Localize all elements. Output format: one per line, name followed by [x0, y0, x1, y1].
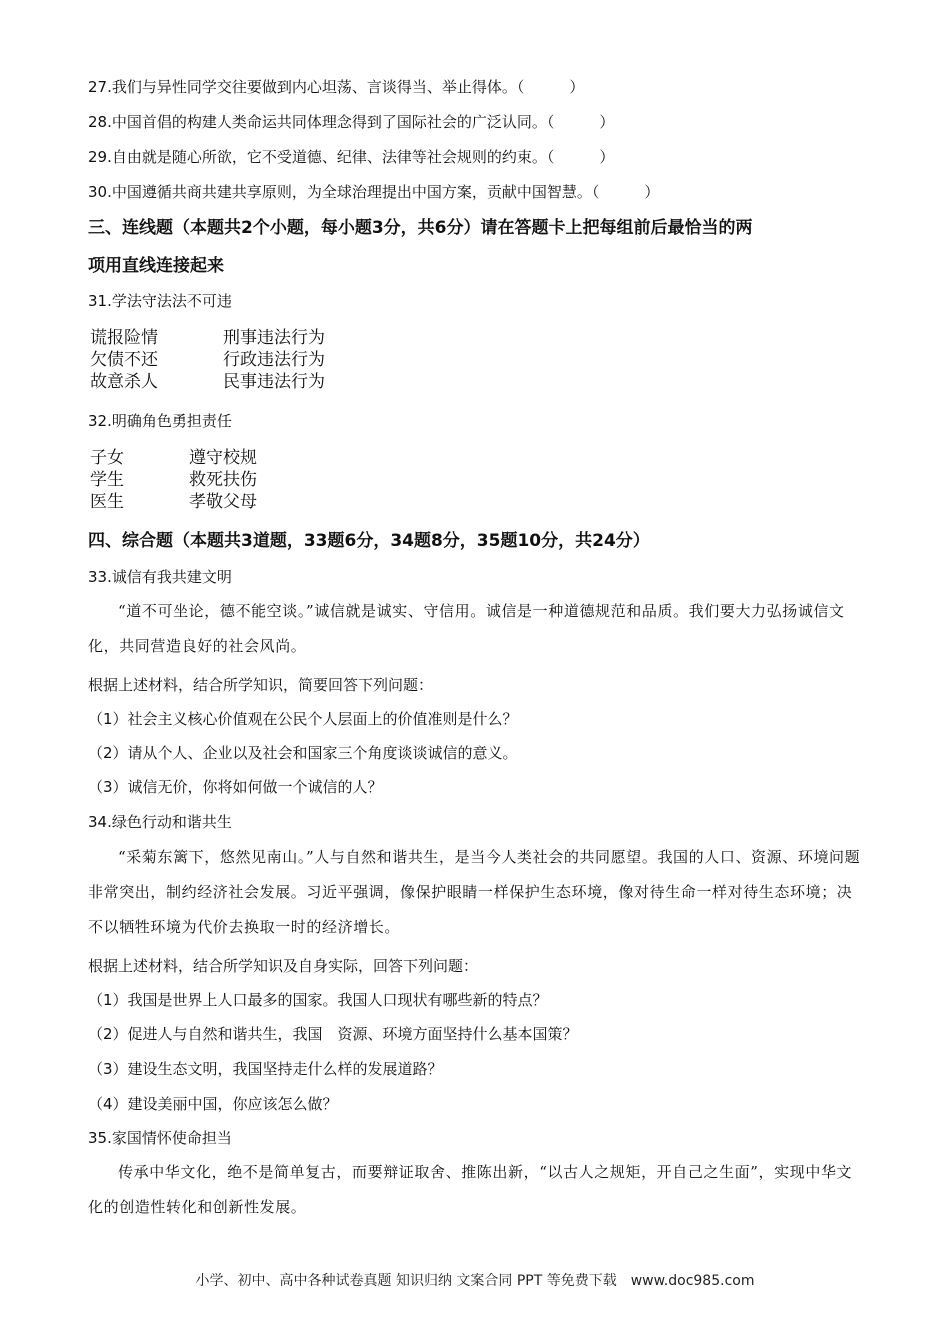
match-left-item: 故意杀人 — [90, 372, 158, 392]
question-34-prompt: 根据上述材料，结合所学知识及自身实际，回答下列问题： — [88, 957, 479, 975]
match-right-item: 救死扶伤 — [189, 470, 257, 490]
match-right-item: 孝敬父母 — [189, 492, 257, 512]
question-28: 28.中国首倡的构建人类命运共同体理念得到了国际社会的广泛认同。（ ） — [88, 113, 615, 131]
match-left-item: 医生 — [90, 492, 124, 512]
question-33-sub-1: （1）社会主义核心价值观在公民个人层面上的价值准则是什么？ — [88, 710, 518, 728]
question-34-sub-2: （2）促进人与自然和谐共生，我国 资源、环境方面坚持什么基本国策？ — [88, 1025, 578, 1043]
question-33-material: “道不可坐论，德不能空谈。”诚信就是诚实、守信用。诚信是一种道德规范和品质。我们要大力弘扬诚信文化，共同营造良好的社会风尚。 — [88, 602, 845, 655]
question-32-title: 32.明确角色勇担责任 — [88, 412, 232, 430]
match-left-item: 学生 — [90, 470, 124, 490]
question-34-material: “采菊东篱下，悠然见南山。”人与自然和谐共生，是当今人类社会的共同愿望。我国的人口、资源、环境问题非常突出，制约经济社会发展。习近平强调，像保护眼睛一样保护生态环境，像对待生命一样对待生态环境；决不以牺牲环境为代价去换取一时的经济增长。 — [88, 848, 861, 936]
question-34-sub-3: （3）建设生态文明，我国坚持走什么样的发展道路？ — [88, 1060, 443, 1078]
match-left-item: 谎报险情 — [90, 328, 158, 348]
match-right-item: 民事违法行为 — [223, 372, 325, 392]
question-35-title: 35.家国情怀使命担当 — [88, 1129, 232, 1147]
question-31-title: 31.学法守法法不可违 — [88, 292, 232, 310]
question-34-sub-1: （1）我国是世界上人口最多的国家。我国人口现状有哪些新的特点？ — [88, 991, 548, 1009]
section3-heading-line1: 三、连线题（本题共2个小题，每小题3分，共6分）请在答题卡上把每组前后最恰当的两 — [88, 218, 753, 238]
match-left-item: 子女 — [90, 448, 124, 468]
question-34-title: 34.绿色行动和谐共生 — [88, 813, 232, 831]
match-right-item: 遵守校规 — [189, 448, 257, 468]
question-29: 29.自由就是随心所欲，它不受道德、纪律、法律等社会规则的约束。（ ） — [88, 148, 615, 166]
question-33-sub-3: （3）诚信无价，你将如何做一个诚信的人？ — [88, 778, 383, 796]
question-34-sub-4: （4）建设美丽中国，你应该怎么做？ — [88, 1095, 338, 1113]
section3-heading-line2: 项用直线连接起来 — [88, 256, 224, 276]
question-35-material: 传承中华文化，绝不是简单复古，而要辩证取舍、推陈出新，“以古人之规矩，开自己之生面”，实现中华文化的创造性转化和创新性发展。 — [88, 1163, 853, 1216]
page-footer: 小学、初中、高中各种试卷真题 知识归纳 文案合同 PPT 等免费下载 www.doc985.com — [195, 1273, 755, 1289]
question-27: 27.我们与异性同学交往要做到内心坦荡、言谈得当、举止得体。（ ） — [88, 78, 585, 96]
question-33-title: 33.诚信有我共建文明 — [88, 568, 232, 586]
question-33-sub-2: （2）请从个人、企业以及社会和国家三个角度谈谈诚信的意义。 — [88, 744, 518, 762]
match-left-item: 欠债不还 — [90, 350, 158, 370]
match-right-item: 刑事违法行为 — [223, 328, 325, 348]
question-30: 30.中国遵循共商共建共享原则，为全球治理提出中国方案，贡献中国智慧。（ ） — [88, 183, 660, 201]
question-33-prompt: 根据上述材料，结合所学知识，简要回答下列问题： — [88, 676, 434, 694]
match-right-item: 行政违法行为 — [223, 350, 325, 370]
section4-heading: 四、综合题（本题共3道题，33题6分，34题8分，35题10分，共24分） — [88, 531, 650, 551]
